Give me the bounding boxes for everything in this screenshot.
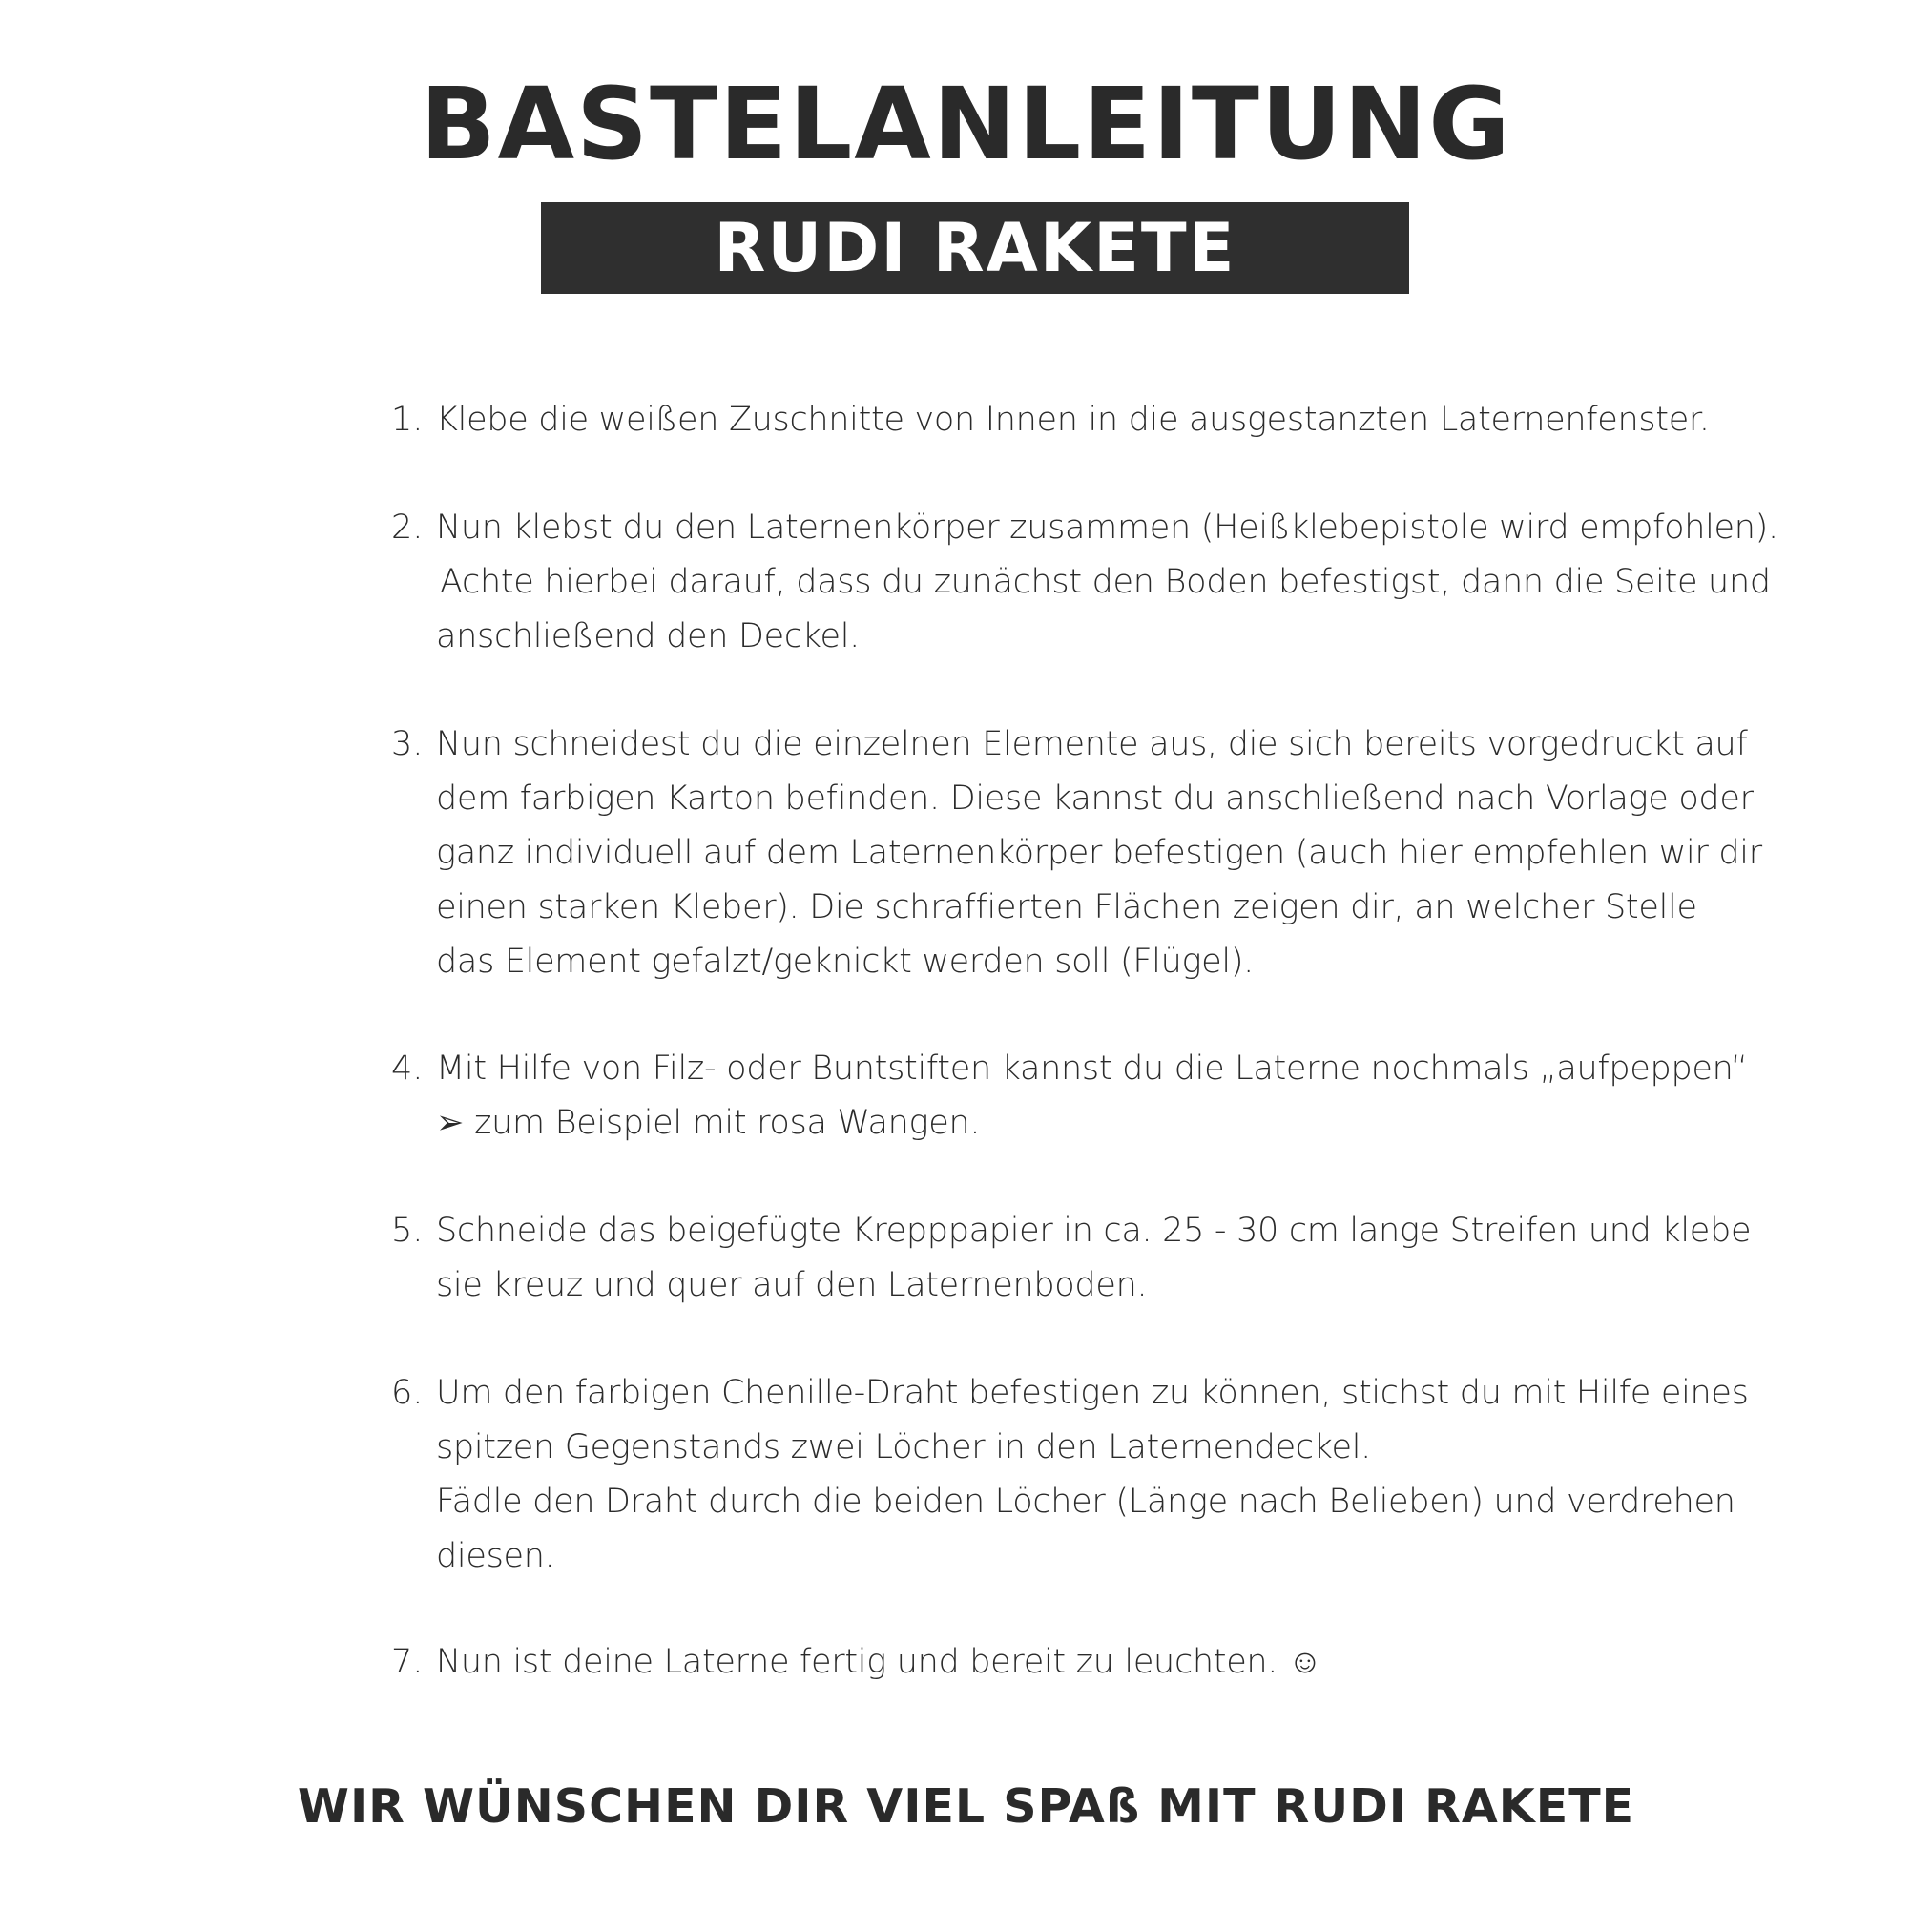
step-number: 5. <box>391 1212 424 1250</box>
step-line: zum Beispiel mit rosa Wangen. <box>474 1104 981 1142</box>
step-text <box>436 1042 1748 1151</box>
step-line: anschließend den Deckel. <box>436 617 860 655</box>
step-line: spitzen Gegenstands zwei Löcher in den Laternendeckel. <box>436 1428 1371 1466</box>
step-line: Um den farbigen Chenille-Draht befestigen zu können, stichst du mit Hilfe eines <box>436 1374 1749 1412</box>
step-line: diesen. <box>436 1537 555 1575</box>
step-line: Klebe die weißen Zuschnitte von Innen in die ausgestanzten Laternenfenster. <box>436 401 1710 439</box>
step-line: Fädle den Draht durch die beiden Löcher (Länge nach Belieben) und verdrehen <box>436 1483 1735 1521</box>
step-text <box>436 1635 1571 1690</box>
arrow-bullet-icon: ➢ <box>436 1104 465 1142</box>
step-text <box>436 501 1778 664</box>
step-number: 3. <box>391 725 424 763</box>
step-line: ganz individuell auf dem Laternenkörper befestigen (auch hier empfehlen wir dir <box>436 834 1762 872</box>
step-line-with-arrow <box>436 1096 1571 1151</box>
subtitle-text: RUDI RAKETE <box>714 209 1236 287</box>
step-text <box>436 717 1762 989</box>
step-text <box>436 1204 1752 1313</box>
step-text <box>436 1366 1749 1584</box>
subtitle-banner <box>541 202 1409 294</box>
step-line: Nun ist deine Laterne fertig und bereit zu leuchten. ☺ <box>436 1643 1322 1681</box>
step-line: Achte hierbei darauf, dass du zunächst den Boden befestigst, dann die Seite und <box>440 563 1771 601</box>
step-line: das Element gefalzt/geknickt werden soll (Flügel). <box>436 943 1254 981</box>
step-text <box>436 393 1710 447</box>
step-line: sie kreuz und quer auf den Laternenboden. <box>436 1266 1148 1304</box>
step-number: 4. <box>391 1049 424 1088</box>
step-line: einen starken Kleber). Die schraffierten Flächen zeigen dir, an welcher Stelle <box>436 888 1697 926</box>
closing-message: WIR WÜNSCHEN DIR VIEL SPAß MIT RUDI RAKETE <box>297 1779 1635 1834</box>
step-line: dem farbigen Karton befinden. Diese kannst du anschließend nach Vorlage oder <box>436 779 1754 818</box>
page-title: BASTELANLEITUNG <box>420 66 1512 182</box>
step-line: Mit Hilfe von Filz- oder Buntstiften kannst du die Laterne nochmals „aufpeppen“ <box>436 1049 1748 1088</box>
step-number: 1. <box>391 401 424 439</box>
step-number: 7. <box>391 1643 424 1681</box>
step-line: Schneide das beigefügte Krepppapier in ca. 25 - 30 cm lange Streifen und klebe <box>436 1212 1752 1250</box>
step-line: Nun schneidest du die einzelnen Elemente aus, die sich bereits vorgedruckt auf <box>436 725 1748 763</box>
step-number: 2. <box>391 509 424 547</box>
step-line: Nun klebst du den Laternenkörper zusammen (Heißklebepistole wird empfohlen). <box>436 509 1778 547</box>
step-number: 6. <box>391 1374 424 1412</box>
